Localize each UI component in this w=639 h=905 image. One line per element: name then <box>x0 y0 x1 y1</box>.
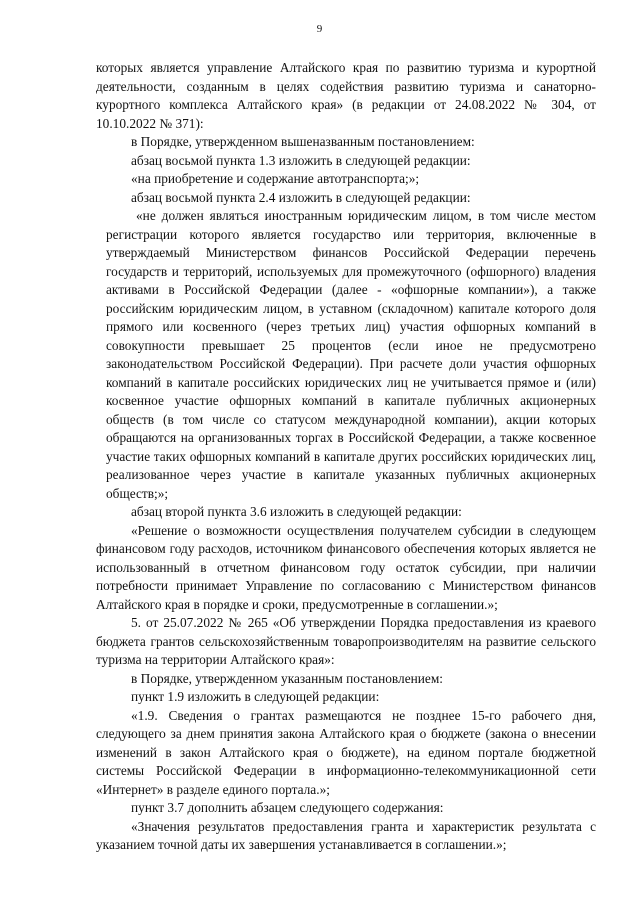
paragraph-clause-2-4: абзац восьмой пункта 2.4 изложить в следующей редакции: <box>131 189 471 205</box>
page-number: 9 <box>316 23 323 35</box>
paragraph-results-values: «Значения результатов предоставления гранта и характеристик результата с указанием точной даты их завершения устанавливается в соглашении.»; <box>96 818 596 852</box>
document-body <box>96 59 596 855</box>
paragraph-grants-info: «1.9. Сведения о грантах размещаются не позднее 15-го рабочего дня, следующего за днем принятия закона Алтайского края о бюджете (закона о внесении изменений в закон Алтайского края о бюджете), на едином портале бюджетной системы Российской Федерации в информационно-телекоммуникационной сети «Интернет» в разделе единого портала.»; <box>96 707 596 797</box>
paragraph-procedure-intro: в Порядке, утвержденном вышеназванным постановлением: <box>131 134 475 149</box>
paragraph-offshore-quote: «не должен являться иностранным юридическим лицом, в том числе местом регистрации которого является государство или территория, включенные в утверждаемый Министерством финансов Российской Федерации перечень государств и территорий, используемых для промежуточного (офшорного) владения активами в Российской Федерации (далее - «офшорные компании»), а также российским юридическим лицом, в уставном (складочном) капитале которого доля прямого или косвенного (через третьих лиц) участия офшорных компаний в совокупности превышает 25 процентов (если иное не предусмотрено законодательством Российской Федерации). При расчете доли участия офшорных компаний в капитале российских юридических лиц не учитывается прямое и (или) косвенное участие офшорных компаний в капитале публичных акционерных обществ (в том числе со статусом международной компании), акции которых обращаются на организованных торгах в Российской Федерации, а также косвенное участие таких офшорных компаний в капитале других российских юридических лиц, реализованное через участие в капитале указанных публичных акционерных обществ;»; <box>106 208 596 501</box>
paragraph-tourism-board: которых является управление Алтайского края по развитию туризма и курортной деятельности, созданным в целях содействия развитию туризма и санаторно-курортного комплекса Алтайского края» (в редакции от 24.08.2022 № 304, от 10.10.2022 № 371): <box>96 60 596 131</box>
paragraph-clause-1-9: пункт 1.9 изложить в следующей редакции: <box>131 689 380 704</box>
paragraph-clause-1-3-text: «на приобретение и содержание автотранспорта;»; <box>131 171 420 186</box>
paragraph-clause-3-6: абзац второй пункта 3.6 изложить в следующей редакции: <box>131 504 462 519</box>
paragraph-item-5: 5. от 25.07.2022 № 265 «Об утверждении Порядка предоставления из краевого бюджета грантов сельскохозяйственным товаропроизводителям на развитие сельского туризма на территории Алтайского края»: <box>96 615 596 667</box>
paragraph-procedure-intro-2: в Порядке, утвержденном указанным постановлением: <box>131 670 443 686</box>
paragraph-subsidy-decision: «Решение о возможности осуществления получателем субсидии в следующем финансовом году расходов, источником финансового обеспечения которых является не использованный в отчетном финансовом году остаток субсидии, при наличии потребности принимает Управление по согласованию с Министерством финансов Алтайского края в порядке и сроки, предусмотренные в соглашении.»; <box>96 522 596 612</box>
paragraph-clause-3-7: пункт 3.7 дополнить абзацем следующего содержания: <box>131 800 444 815</box>
paragraph-clause-1-3: абзац восьмой пункта 1.3 изложить в следующей редакции: <box>131 152 471 168</box>
